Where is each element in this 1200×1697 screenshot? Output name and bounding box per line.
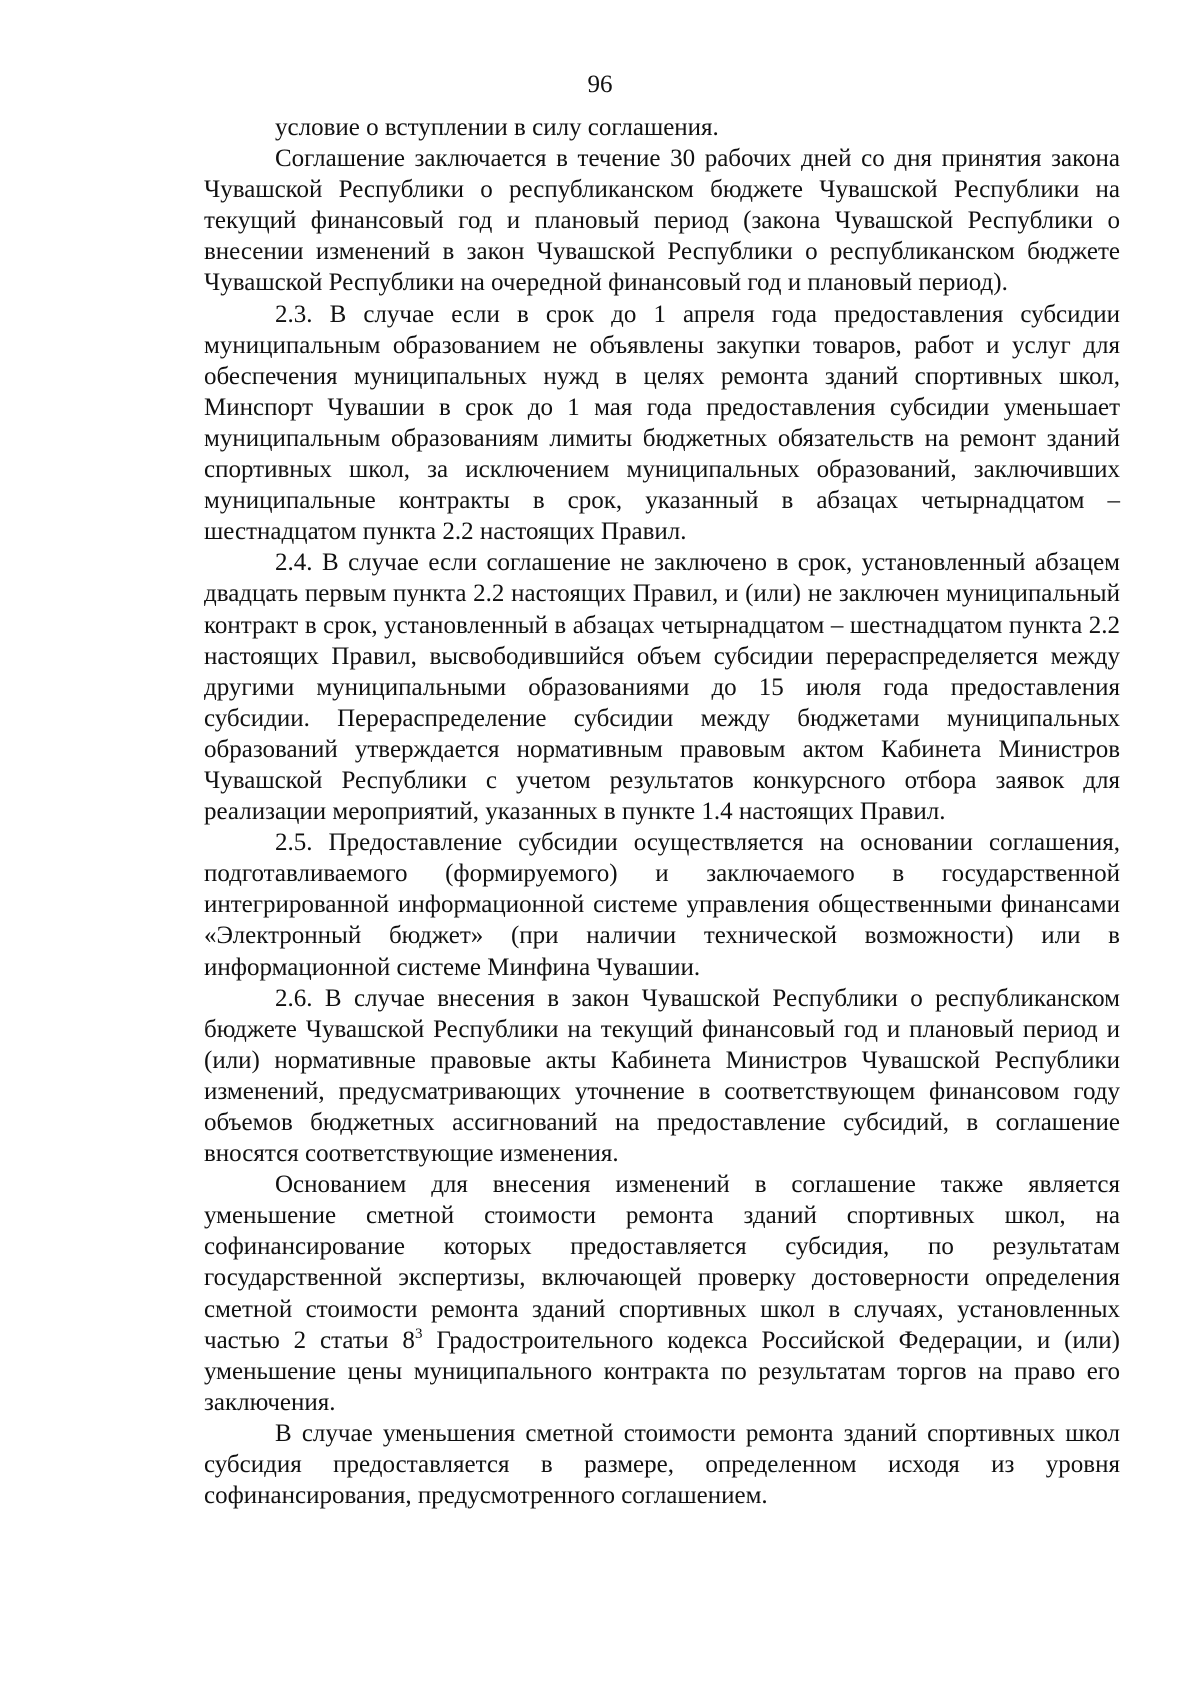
paragraph-cost-reduction: В случае уменьшения сметной стоимости ремонта зданий спортивных школ субсидия предоставляется в размере, определенном исходя из уровня софинансирования, предусмотренного соглашением. bbox=[204, 1419, 1120, 1510]
paragraph-agreement-term: Соглашение заключается в течение 30 рабочих дней со дня принятия закона Чувашской Республики о республиканском бюджете Чувашской Республики на текущий финансовый год и плановый период (закона Чувашской Республики о внесении изменений в закон Чувашской Республики о республиканском бюджете Чувашской Республики на очередной финансовый год и плановый период). bbox=[204, 145, 1120, 297]
paragraph-2-4: 2.4. В случае если соглашение не заключено в срок, установленный абзацем двадцать первым пункта 2.2 настоящих Правил, и (или) не заключен муниципальный контракт в срок, установленный в абзацах четырнадцатом – шестнадцатом пункта 2.2 настоящих Правил, высвободившийся объем субсидии перераспределяется между другими муниципальными образованиями до 15 июля года предоставления субсидии. Перераспределение субсидии между бюджетами муниципальных образований утверждается нормативным правовым актом Кабинета Министров Чувашской Республики с учетом результатов конкурсного отбора заявок для реализации мероприятий, указанных в пункте 1.4 настоящих Правил. bbox=[204, 549, 1120, 826]
document-body bbox=[204, 112, 1120, 1511]
page-number: 96 bbox=[587, 71, 613, 98]
paragraph-2-3: 2.3. В случае если в срок до 1 апреля года предоставления субсидии муниципальным образованием не объявлены закупки товаров, работ и услуг для обеспечения муниципальных нужд в целях ремонта зданий спортивных школ, Минспорт Чувашии в срок до 1 мая года предоставления субсидии уменьшает муниципальным образованиям лимиты бюджетных обязательств на ремонт зданий спортивных школ, за исключением муниципальных образований, заключивших муниципальные контракты в срок, указанный в абзацах четырнадцатом – шестнадцатом пункта 2.2 настоящих Правил. bbox=[204, 300, 1120, 546]
superscript-article-number: 3 bbox=[414, 1325, 423, 1342]
paragraph-2-5: 2.5. Предоставление субсидии осуществляется на основании соглашения, подготавливаемого (формируемого) и заключаемого в государственной интегрированной информационной системе управления общественными финансами «Электронный бюджет» (при наличии технической возможности) или в информационной системе Минфина Чувашии. bbox=[204, 829, 1120, 981]
paragraph-2-6: 2.6. В случае внесения в закон Чувашской Республики о республиканском бюджете Чувашской Республики на текущий финансовый год и плановый период и (или) нормативные правовые акты Кабинета Министров Чувашской Республики изменений, предусматривающих уточнение в соответствующем финансовом году объемов бюджетных ассигнований на предоставление субсидий, в соглашение вносятся соответствующие изменения. bbox=[204, 984, 1120, 1168]
paragraph-continuation: условие о вступлении в силу соглашения. bbox=[275, 114, 719, 141]
paragraph-grounds-text-2: Градостроительного кодекса Российской Федерации, и (или) уменьшение цены муниципального контракта по результатам торгов на право его заключения. bbox=[204, 1326, 1120, 1416]
paragraph-grounds-for-changes bbox=[204, 1169, 1120, 1418]
paragraph-grounds-text-1: Основанием для внесения изменений в соглашение также является уменьшение сметной стоимости ремонта зданий спортивных школ, на софинансирование которых предоставляется субсидия, по результатам государственной экспертизы, включающей проверку достоверности определения сметной стоимости ремонта зданий спортивных школ в случаях, установленных частью 2 статьи 8 bbox=[204, 1171, 1120, 1354]
